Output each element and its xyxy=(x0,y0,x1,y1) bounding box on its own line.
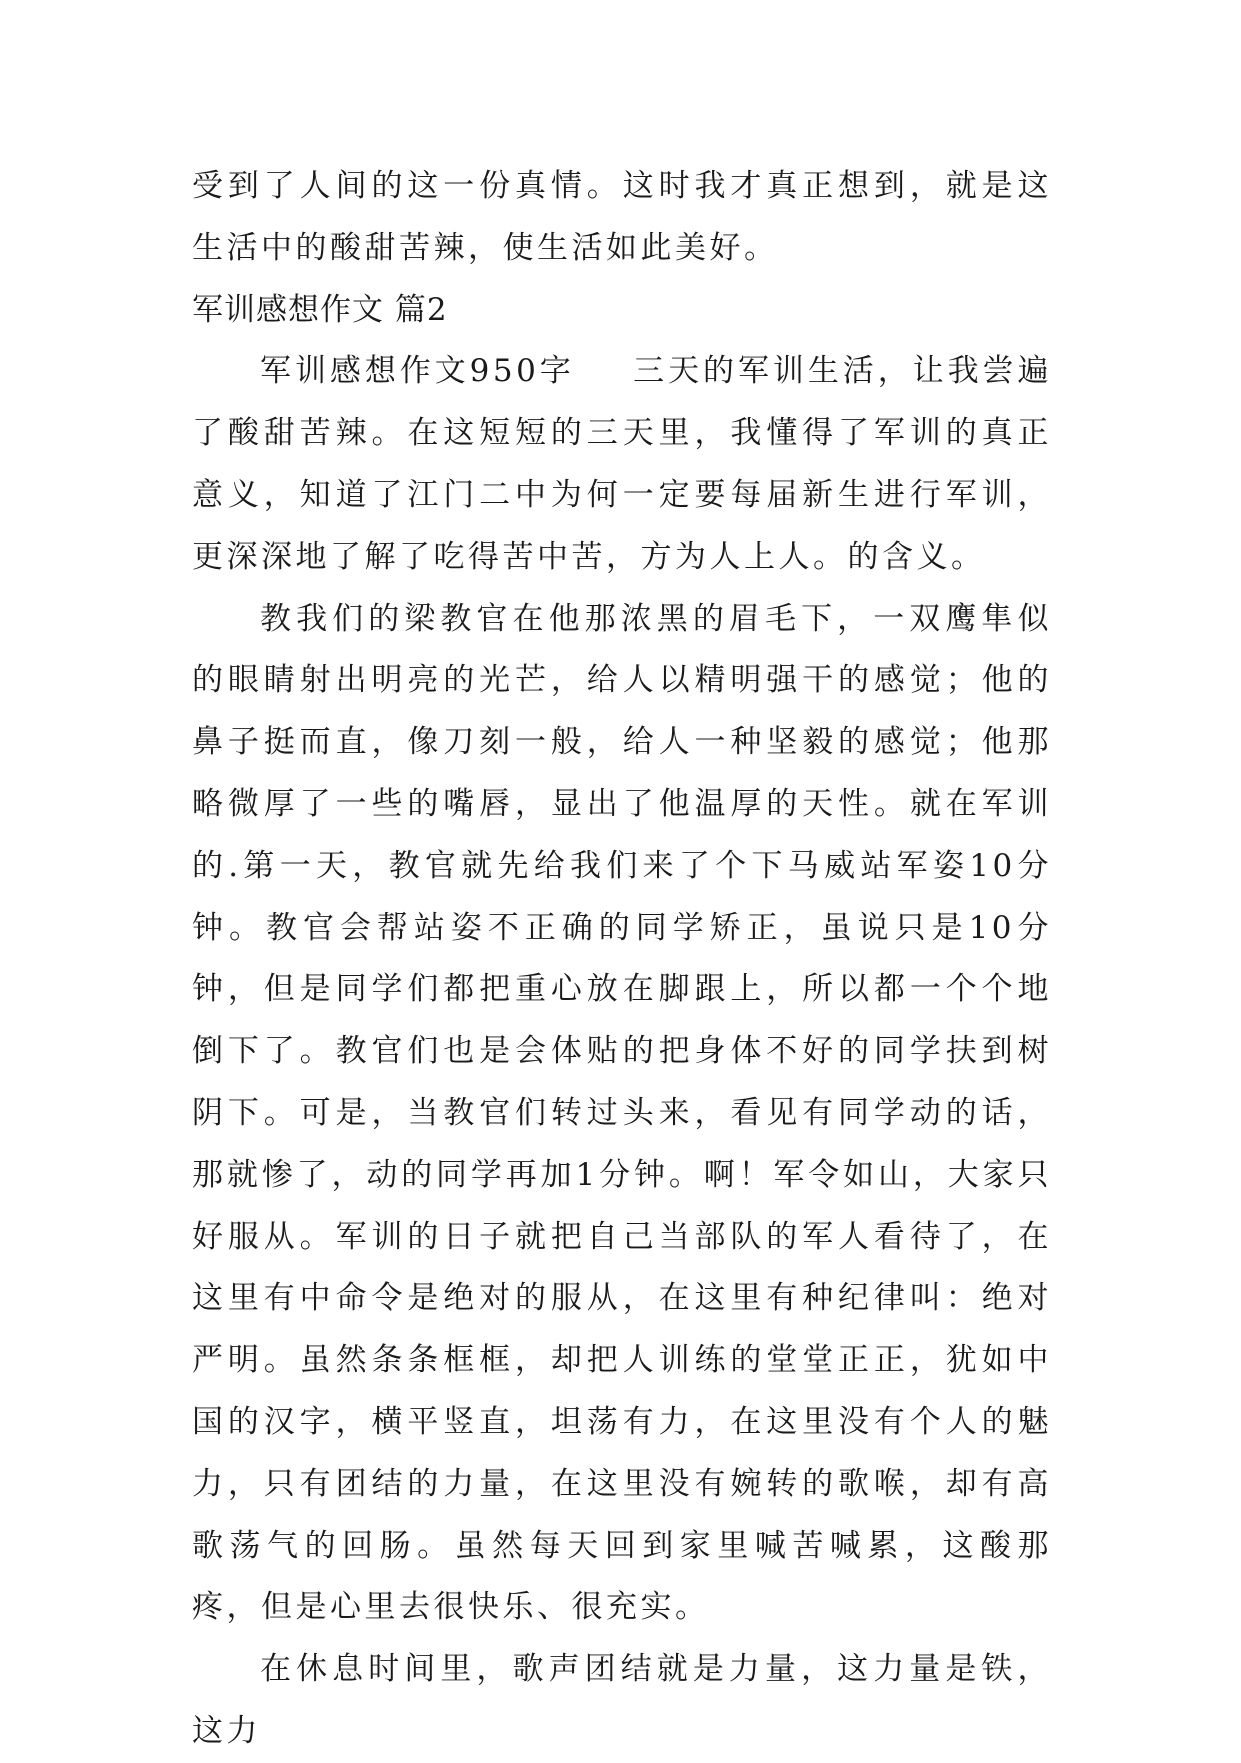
paragraph-1-text: 三天的军训生活，让我尝遍了酸甜苦辣。在这短短的三天里，我懂得了军训的真正意义，知道了江门二中为何一定要每届新生进行军训，更深深地了解了吃得苦中苦，方为人上人。的含义。 xyxy=(192,353,1052,575)
paragraph-2: 教我们的梁教官在他那浓黑的眉毛下，一双鹰隼似的眼睛射出明亮的光芒，给人以精明强干的感觉；他的鼻子挺而直，像刀刻一般，给人一种坚毅的感觉；他那略微厚了一些的嘴唇，显出了他温厚的天性。就在军训的.第一天，教官就先给我们来了个下马威站军姿10分钟。教官会帮站姿不正确的同学矫正，虽说只是10分钟，但是同学们都把重心放在脚跟上，所以都一个个地倒下了。教官们也是会体贴的把身体不好的同学扶到树阴下。可是，当教官们转过头来，看见有同学动的话，那就惨了，动的同学再加1分钟。啊！军令如山，大家只好服从。军训的日子就把自己当部队的军人看待了，在这里有中命令是绝对的服从，在这里有种纪律叫：绝对严明。虽然条条框框，却把人训练的堂堂正正，犹如中国的汉字，横平竖直，坦荡有力，在这里没有个人的魅力，只有团结的力量，在这里没有婉转的歌喉，却有高歌荡气的回肠。虽然每天回到家里喊苦喊累，这酸那疼，但是心里去很快乐、很充实。 xyxy=(192,600,1052,1626)
body-text xyxy=(192,156,1052,1763)
paragraph-3: 在休息时间里，歌声团结就是力量，这力量是铁，这力 xyxy=(192,1651,1052,1749)
section-heading: 军训感想作文 篇2 xyxy=(192,291,448,328)
paragraph-lead-title: 军训感想作文950字 xyxy=(260,353,575,390)
paragraph-1 xyxy=(192,341,1052,588)
carryover-paragraph: 受到了人间的这一份真情。这时我才真正想到，就是这生活中的酸甜苦辣，使生活如此美好。 xyxy=(192,168,1052,266)
